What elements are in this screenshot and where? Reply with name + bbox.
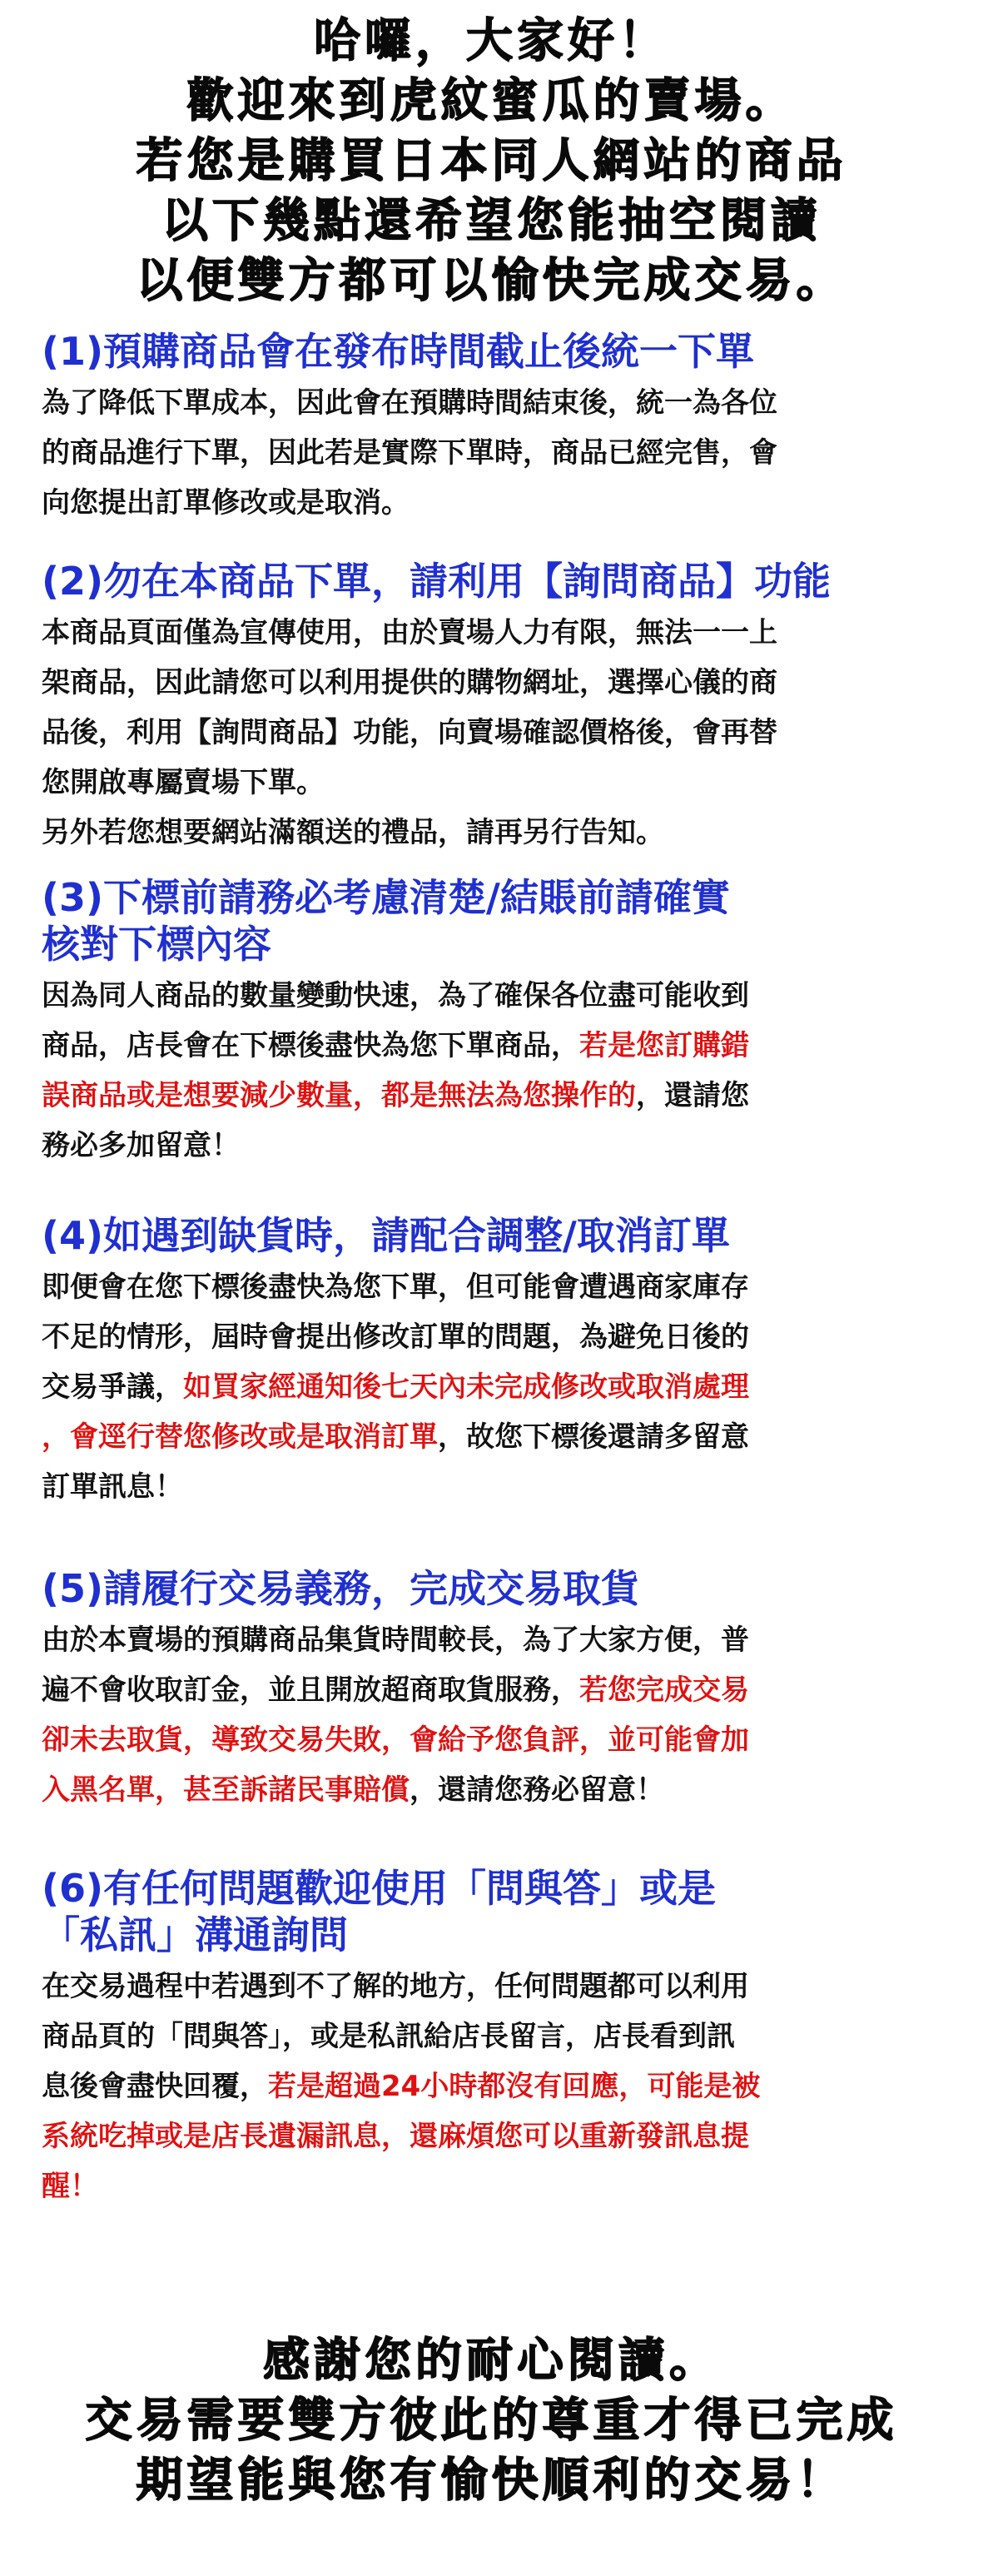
- warning-line: 醒！: [42, 2170, 98, 2203]
- notice-section-1: [42, 328, 949, 528]
- body-line: [42, 1765, 949, 1815]
- section-title-line: (5)請履行交易義務，完成交易取貨: [42, 1566, 640, 1611]
- body-line: [42, 1665, 949, 1715]
- notice-section-2: [42, 558, 949, 858]
- header-line-greeting: 哈囉，大家好！: [314, 14, 669, 68]
- body-line: 為了降低下單成本，因此會在預購時間結束後，統一為各位: [42, 386, 777, 420]
- notice-section-6: [42, 1865, 949, 2211]
- body-text: 息後會盡快回覆，: [42, 2070, 268, 2103]
- warning-text: 若是您訂購錯: [579, 1029, 749, 1062]
- warning-text: ，會逕行替您修改或是取消訂單: [42, 1420, 438, 1454]
- body-line: [42, 1071, 949, 1121]
- body-text: 遍不會收取訂金，並且開放超商取貨服務，: [42, 1673, 579, 1707]
- section-body: [42, 1262, 949, 1512]
- body-line: 向您提出訂單修改或是取消。: [42, 486, 410, 520]
- header-line-request: 以下幾點還希望您能抽空閱讀: [161, 194, 822, 248]
- section-title: [42, 874, 949, 967]
- notice-section-3: [42, 874, 949, 1171]
- warning-text: 誤商品或是想要減少數量，都是無法為您操作的: [42, 1079, 636, 1112]
- body-line: 不足的情形，屆時會提出修改訂單的問題，為避免日後的: [42, 1320, 749, 1354]
- footer-line-wish: 期望能與您有愉快順利的交易！: [136, 2454, 847, 2508]
- section-title-line: (4)如遇到缺貨時，請配合調整/取消訂單: [42, 1213, 730, 1258]
- section-body: [42, 971, 949, 1171]
- body-text: 商品，店長會在下標後盡快為您下單商品，: [42, 1029, 579, 1062]
- warning-text: 若您完成交易: [579, 1673, 749, 1707]
- body-text: 交易爭議，: [42, 1370, 183, 1404]
- body-line: 品後，利用【詢問商品】功能，向賣場確認價格後，會再替: [42, 716, 777, 749]
- body-line: 另外若您想要網站滿額送的禮品，請再另行告知。: [42, 816, 664, 849]
- section-title: [42, 558, 949, 604]
- header-line-purpose: 以便雙方都可以愉快完成交易。: [136, 254, 847, 308]
- footer-line-thanks: 感謝您的耐心閱讀。: [263, 2334, 720, 2388]
- notice-section-5: [42, 1565, 949, 1815]
- section-title-line: (3)下標前請務必考慮清楚/結賬前請確實: [42, 875, 730, 920]
- section-title-line: 「私訊」溝通詢問: [42, 1912, 348, 1957]
- body-line: 即便會在您下標後盡快為您下單，但可能會遭遇商家庫存: [42, 1271, 749, 1304]
- footer-line-respect: 交易需要雙方彼此的尊重才得已完成: [85, 2394, 898, 2448]
- notice-section-4: [42, 1212, 949, 1512]
- header-line-welcome: 歡迎來到虎紋蜜瓜的賣場。: [186, 74, 797, 128]
- header-line-condition: 若您是購買日本同人網站的商品: [136, 134, 847, 188]
- warning-text: 若是超過24小時都沒有回應，可能是被: [268, 2070, 761, 2103]
- section-title-line: (6)有任何問題歡迎使用「問與答」或是: [42, 1866, 717, 1911]
- section-body: [42, 1615, 949, 1815]
- section-body: [42, 1962, 949, 2211]
- body-line: 訂單訊息！: [42, 1470, 183, 1504]
- warning-text: 如買家經通知後七天內未完成修改或取消處理: [183, 1370, 749, 1404]
- warning-line: 系統吃掉或是店長遺漏訊息，還麻煩您可以重新發訊息提: [42, 2120, 749, 2153]
- section-title: [42, 1212, 949, 1259]
- body-text: ，故您下標後還請多留意: [438, 1420, 749, 1454]
- body-line: 商品頁的「問與答」，或是私訊給店長留言，店長看到訊: [42, 2020, 735, 2053]
- body-line: 本商品頁面僅為宣傳使用，由於賣場人力有限，無法一一上: [42, 616, 777, 649]
- body-line: 由於本賣場的預購商品集貨時間較長，為了大家方便，普: [42, 1624, 749, 1657]
- body-line: 務必多加留意！: [42, 1129, 240, 1162]
- section-title-line: (2)勿在本商品下單，請利用【詢問商品】功能: [42, 559, 832, 604]
- body-line: [42, 1362, 949, 1412]
- footer-block: [0, 2331, 983, 2511]
- section-title: [42, 328, 949, 375]
- body-text: ，還請您務必留意！: [410, 1773, 664, 1807]
- body-line: 在交易過程中若遇到不了解的地方，任何問題都可以利用: [42, 1970, 749, 2003]
- section-body: [42, 608, 949, 858]
- section-body: [42, 378, 949, 528]
- warning-text: 入黑名單，甚至訴諸民事賠償: [42, 1773, 410, 1807]
- section-title-line: 核對下標內容: [42, 922, 271, 967]
- body-line: 您開啟專屬賣場下單。: [42, 766, 325, 799]
- section-title-line: (1)預購商品會在發布時間截止後統一下單: [42, 329, 755, 374]
- section-title: [42, 1865, 949, 1958]
- body-line: [42, 1412, 949, 1462]
- warning-line: 卻未去取貨，導致交易失敗，會給予您負評，並可能會加: [42, 1723, 749, 1757]
- body-line: [42, 1021, 949, 1071]
- body-line: [42, 2061, 949, 2111]
- body-line: 的商品進行下單，因此若是實際下單時，商品已經完售，會: [42, 436, 777, 470]
- body-line: 架商品，因此請您可以利用提供的購物網址，選擇心儀的商: [42, 666, 777, 699]
- body-line: 因為同人商品的數量變動快速，為了確保各位盡可能收到: [42, 979, 749, 1012]
- body-text: ，還請您: [636, 1079, 749, 1112]
- section-title: [42, 1565, 949, 1612]
- header-block: [0, 12, 983, 311]
